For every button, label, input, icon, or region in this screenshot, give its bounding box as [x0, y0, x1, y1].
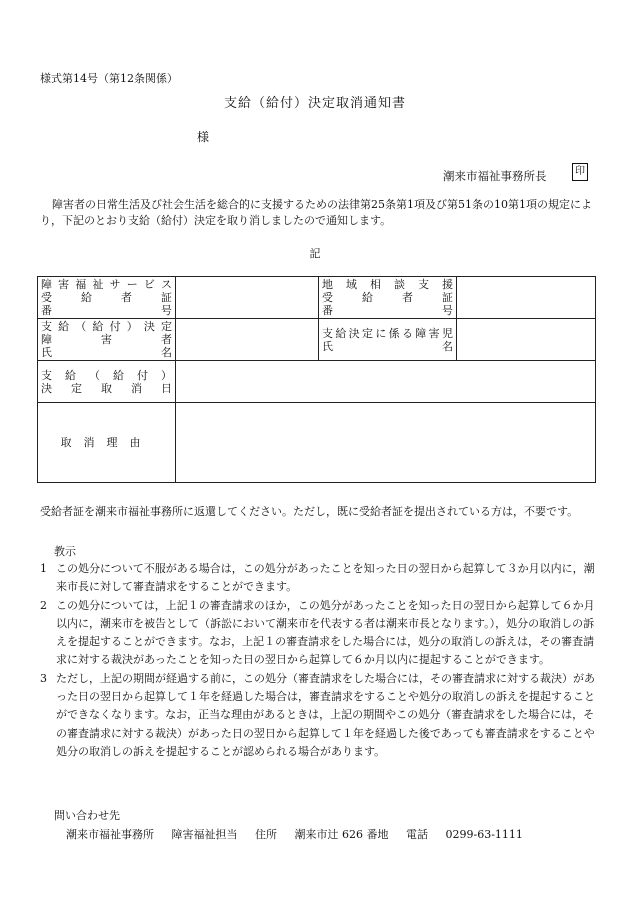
label-line: 受 給 者 証: [322, 291, 453, 304]
return-note: 受給者証を潮来市福祉事務所に返還してください。ただし，既に受給者証を提出されている方は，不要です。: [40, 505, 579, 518]
instruction-title: 教示: [54, 545, 76, 558]
table-row: [38, 361, 596, 403]
inquiry-line: [66, 826, 537, 842]
value-cancellation-date[interactable]: [176, 361, 596, 403]
inquiry-address-label: 住所: [255, 828, 277, 841]
table-row: [38, 403, 596, 483]
inquiry-title: 問い合わせ先: [54, 809, 120, 822]
form-number: 様式第14号（第12条関係）: [40, 72, 178, 85]
instruction-list: [40, 560, 600, 761]
label-line: 受 給 者 証: [41, 291, 172, 304]
inquiry-address: 潮来市辻 626 番地: [294, 828, 389, 841]
ki-heading: 記: [309, 247, 321, 260]
value-consult-certificate-number[interactable]: [457, 277, 596, 319]
instruction-number: 2: [40, 598, 47, 612]
notice-text: 障害者の日常生活及び社会生活を総合的に支援するための法律第25条第1項及び第51条の10第1項の規定により，下記のとおり支給（給付）決定を取り消しましたので通知します。: [40, 198, 592, 227]
label-line: 番 号: [322, 304, 453, 317]
instruction-item: [40, 670, 600, 761]
table-row: [38, 319, 596, 361]
instruction-number: 1: [40, 562, 47, 575]
instruction-text: この処分については，上記１の審査請求のほか，この処分があったことを知った日の翌日から起算して６か月以内に，潮来市を被告として（訴訟において潮来市を代表する者は潮来市長となります。），処分の取消しの訴えを提起することができます。なお，上記１の審査請求をした場合には，処分の取消しの訴えは，その審査請求に対する裁決があったことを知った日の翌日から起算して６か月以内に提起することができます。: [56, 598, 595, 667]
label-line: 氏 名: [322, 339, 453, 353]
label-disabled-person-name: [38, 319, 176, 361]
label-cancellation-reason: 取消理由: [38, 403, 176, 483]
value-disabled-person-name[interactable]: [176, 319, 319, 361]
label-consult-certificate-number: [319, 277, 457, 319]
label-line: 支 給 （ 給 付 ） 決 定: [41, 320, 172, 333]
inquiry-phone-label: 電話: [406, 828, 428, 841]
label-line: 支 給 （ 給 付 ）: [41, 368, 172, 382]
label-child-name: [319, 319, 457, 361]
recipient-honorific: 様: [197, 130, 210, 144]
label-service-certificate-number: [38, 277, 176, 319]
instruction-item: [40, 560, 600, 597]
label-line: 番 号: [41, 304, 172, 317]
label-line: 障 害 福 祉 サ ー ビ ス: [41, 278, 172, 291]
inquiry-office: 潮来市福祉事務所: [66, 828, 154, 841]
inquiry-phone: 0299-63-1111: [445, 828, 523, 841]
inquiry-section: 障害福祉担当: [171, 828, 238, 841]
label-line: 地 域 相 談 支 援: [322, 278, 453, 291]
sender-name: 潮来市福祉事務所長: [443, 169, 547, 183]
label-cancellation-date: [38, 361, 176, 403]
value-cancellation-reason[interactable]: [176, 403, 596, 483]
label-line: 支 給 決 定 に 係 る 障 害 児: [322, 326, 453, 340]
table-row: [38, 277, 596, 319]
instruction-item: [40, 597, 600, 670]
seal-box: 印: [572, 163, 588, 181]
label-line: 氏 名: [41, 346, 172, 359]
instruction-number: 3: [40, 671, 47, 685]
label-line: 障 害 者: [41, 333, 172, 346]
decision-table: [37, 276, 596, 483]
label-line: 決 定 取 消 日: [41, 381, 172, 395]
value-service-certificate-number[interactable]: [176, 277, 319, 319]
value-child-name[interactable]: [457, 319, 596, 361]
instruction-text: この処分について不服がある場合は，この処分があったことを知った日の翌日から起算して３か月以内に，潮来市長に対して審査請求をすることができます。: [56, 562, 595, 594]
instruction-text: ただし，上記の期間が経過する前に，この処分（審査請求をした場合には，その審査請求に対する裁決）があった日の翌日から起算して１年を経過した場合は，審査請求をすることや処分の取消しの訴えを提起することができなくなります。なお，正当な理由があるときは，上記の期間やこの処分（審査請求をした場合には，その審査請求に対する裁決）があった日の翌日から起算して１年を経過した後であっても審査請求をすることや処分の取消しの訴えを提起することが認められる場合があります。: [56, 671, 595, 758]
page-title: 支給（給付）決定取消通知書: [223, 96, 406, 111]
